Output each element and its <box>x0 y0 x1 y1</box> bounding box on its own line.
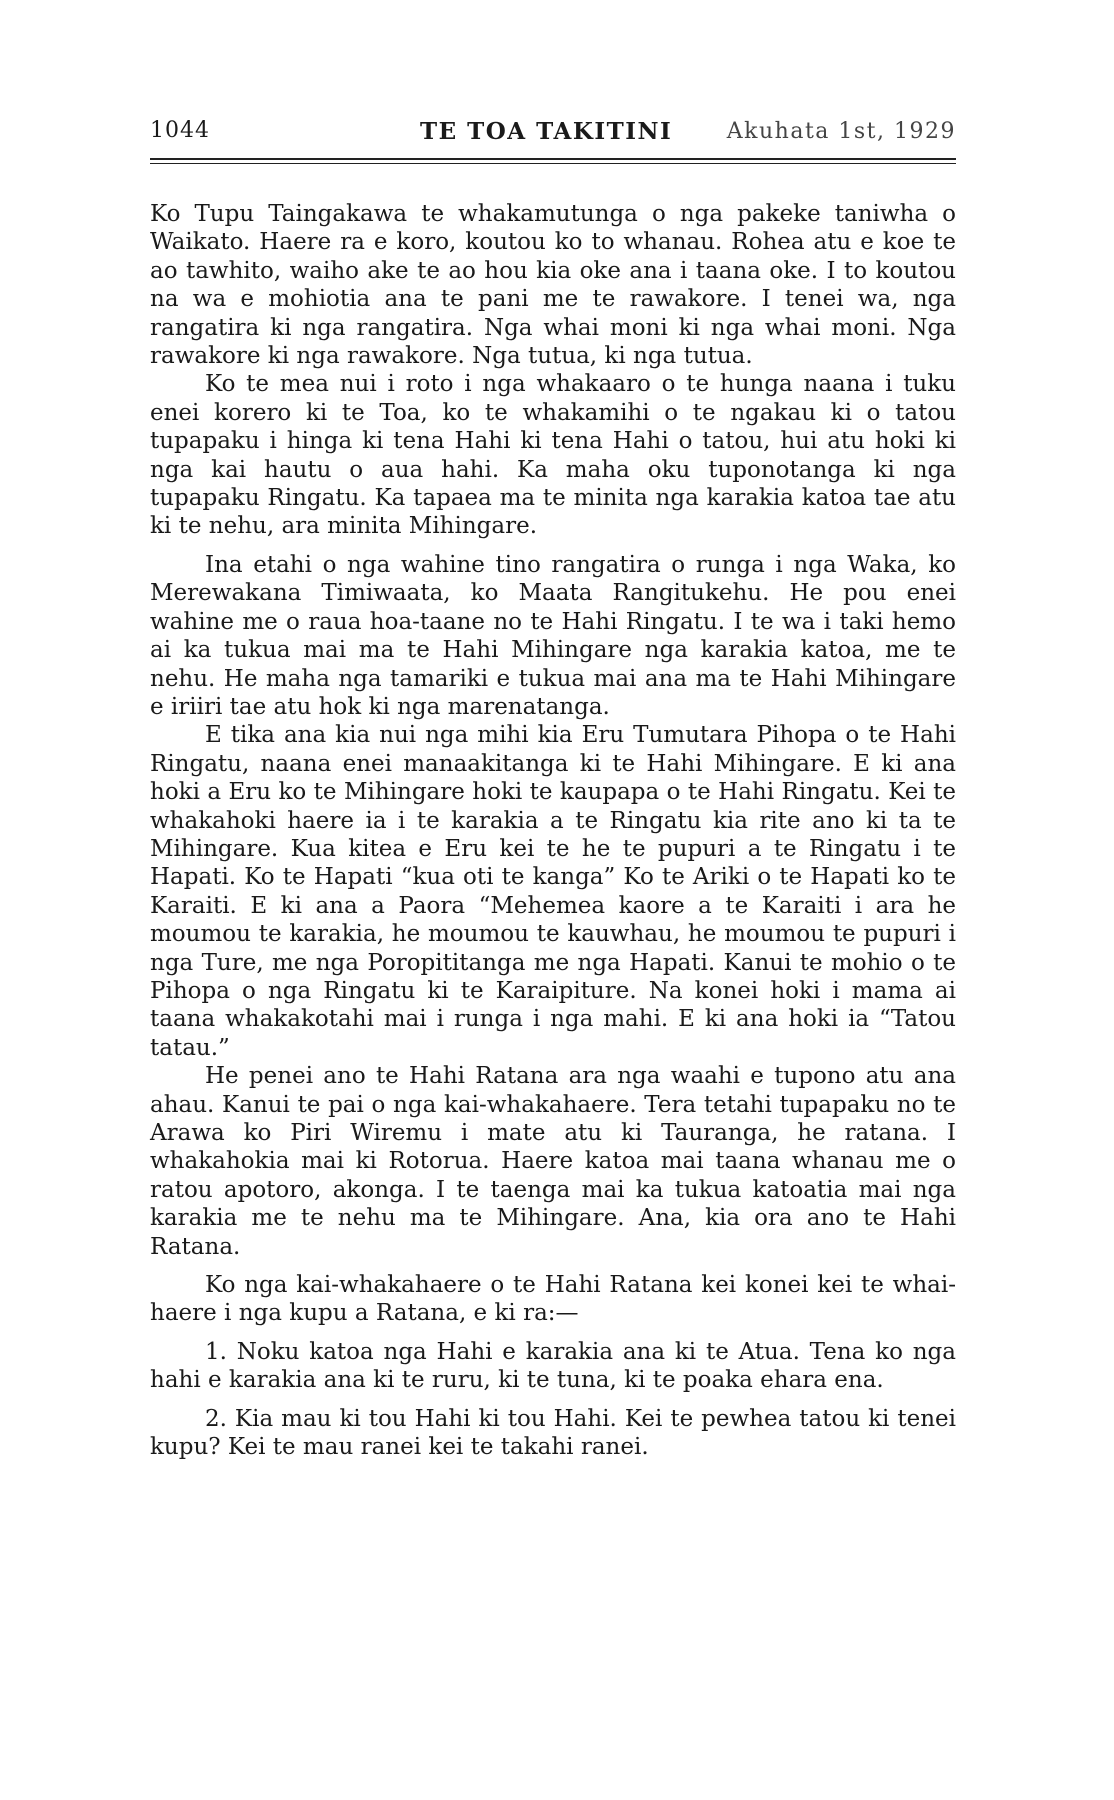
item-number: 2. <box>205 1405 227 1432</box>
numbered-item <box>150 1338 956 1395</box>
paragraph: Ina etahi o nga wahine tino rangatira o runga i nga Waka, ko Merewakana Timiwaata, ko Maata Rangitukehu. He pou enei wahine me o raua hoa-taane no te Hahi Ringatu. I te wa i taki hemo ai ka tukua mai ma te Hahi Mihingare nga karakia katoa, me te nehu. He maha nga tamariki e tukua mai ana ma te Hahi Mihingare e iriiri tae atu hok ki nga marenatanga. <box>150 551 956 720</box>
header-rule-thin <box>150 163 956 164</box>
item-text: Noku katoa nga Hahi e karakia ana ki te Atua. Tena ko nga hahi e karakia ana ki te ruru, ki te tuna, ki te poaka ehara ena. <box>150 1338 956 1394</box>
item-text: Kia mau ki tou Hahi ki tou Hahi. Kei te pewhea tatou ki tenei kupu? Kei te mau ranei kei te takahi ranei. <box>150 1405 956 1461</box>
issue-date: Akuhata 1st, 1929 <box>726 119 956 144</box>
page-number: 1044 <box>150 118 210 143</box>
publication-title: TE TOA TAKITINI <box>420 118 673 145</box>
article-body <box>150 200 956 1461</box>
paragraph: E tika ana kia nui nga mihi kia Eru Tumutara Pihopa o te Hahi Ringatu, naana enei manaakitanga ki te Hahi Mihingare. E ki ana hoki a Eru ko te Mihingare hoki te kaupapa o te Hahi Ringatu. Kei te whakahoki haere ia i te karakia a te Ringatu kia rite ano ki ta te Mihingare. Kua kitea e Eru kei te he te pupuri a te Ringatu i te Hapati. Ko te Hapati “kua oti te kanga” Ko te Ariki o te Hapati ko te Karaiti. E ki ana a Paora “Mehemea kaore a te Karaiti i ara he moumou te karakia, he moumou te kauwhau, he moumou te pupuri i nga Ture, me nga Poropititanga me nga Hapati. Kanui te mohio o te Pihopa o nga Ringatu ki te Karaipiture. Na konei hoki i mama ai taana whakakotahi mai i runga i nga mahi. E ki ana hoki ia “Tatou tatau.” <box>150 722 956 1061</box>
running-header <box>150 118 956 158</box>
header-rule <box>150 158 956 160</box>
paragraph: Ko Tupu Taingakawa te whakamutunga o nga pakeke taniwha o Waikato. Haere ra e koro, koutou ko to whanau. Rohea atu e koe te ao tawhito, waiho ake te ao hou kia oke ana i taana oke. I to koutou na wa e mohiotia ana te pani me te rawakore. I tenei wa, nga rangatira ki nga rangatira. Nga whai moni ki nga whai moni. Nga rawakore ki nga rawakore. Nga tutua, ki nga tutua. <box>150 201 956 370</box>
paragraph: Ko nga kai-whakahaere o te Hahi Ratana kei konei kei te whai-haere i nga kupu a Ratana, e ki ra:— <box>150 1272 956 1327</box>
item-number: 1. <box>205 1338 227 1365</box>
numbered-item <box>150 1405 956 1462</box>
paragraph: He penei ano te Hahi Ratana ara nga waahi e tupono atu ana ahau. Kanui te pai o nga kai-whakahaere. Tera tetahi tupapaku no te Arawa ko Piri Wiremu i mate atu ki Tauranga, he ratana. I whakahokia mai ki Rotorua. Haere katoa mai taana whanau me o ratou apotoro, akonga. I te taenga mai ka tukua katoatia mai nga karakia me te nehu ma te Mihingare. Ana, kia ora ano te Hahi Ratana. <box>150 1063 956 1260</box>
paragraph: Ko te mea nui i roto i nga whakaaro o te hunga naana i tuku enei korero ki te Toa, ko te whakamihi o te ngakau ki o tatou tupapaku i hinga ki tena Hahi ki tena Hahi o tatou, hui atu hoki ki nga kai hautu o aua hahi. Ka maha oku tuponotanga ki nga tupapaku Ringatu. Ka tapaea ma te minita nga karakia katoa tae atu ki te nehu, ara minita Mihingare. <box>150 371 956 540</box>
